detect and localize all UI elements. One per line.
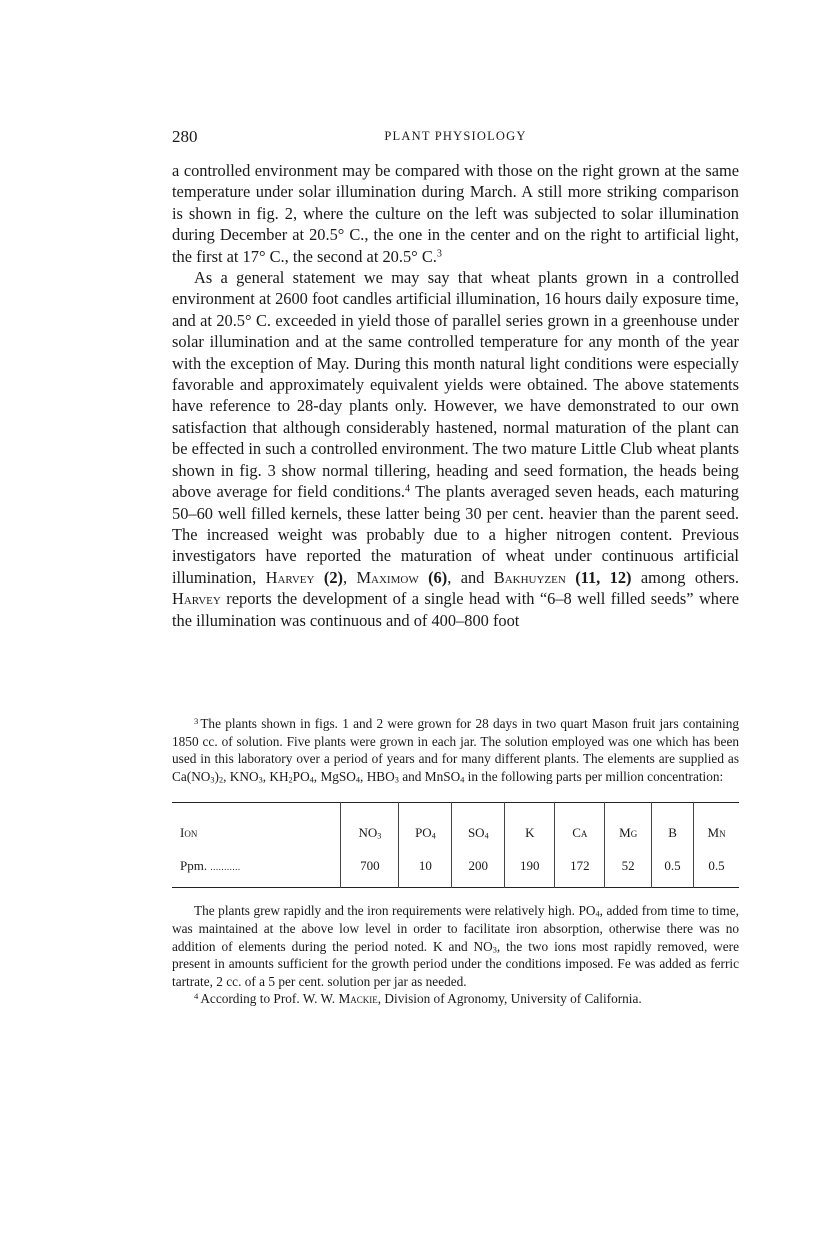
table-cell-so4: 200	[452, 855, 505, 888]
page-number: 280	[172, 127, 198, 146]
footnote-3-after-a: The plants grew rapidly and the iron requirements were relatively high. PO	[194, 903, 596, 919]
table-header-row	[172, 803, 739, 856]
subscript: 3	[492, 945, 497, 955]
subscript: 4	[431, 831, 436, 841]
table-header-k	[505, 803, 555, 856]
citation-6: (6)	[428, 567, 448, 587]
footnote-ref-4: 4	[405, 483, 411, 495]
author-harvey-2: Harvey	[172, 589, 221, 609]
paragraph-2: As a general statement we may say that wheat plants grown in a controlled environment at 2600 foot candles artificial illumination, 16 hours daily exposure time, and at 20.5° C. exceeded in yield those of parallel series grown in a greenhouse under solar illumination and at the same controlled temperature for any month of the year with the exception of May. During this month natural light conditions were especially favorable and approximately equivalent yields were obtained. The above statements have reference to 28-day plants only. However, we have demonstrated to our own satisfaction that although considerably hastened, normal maturation of the plant can be effected in such a controlled environment. The two mature Little Club wheat plants shown in fig. 3 show normal tillering, heading and seed formation, the heads being above average for field conditions.$^4$ The plants averaged seven heads, each maturing 50–60 well filled kernels, these latter being 30 per cent. heavier than the parent seed. The increased weight was probably due to a higher nitrogen content. Previous investigators have reported the maturation of wheat under continuous artificial illumination, Harvey (2), Maximow (6), and Bakhuyzen (11, 12) among others. Harvey reports the development of a single head with “6–8 well filled seeds” where the illumination was continuous and of 400–800 foot	[172, 268, 740, 630]
ion-label: Mg	[619, 824, 638, 840]
table-cell-po4: 10	[399, 855, 452, 888]
footnote-3-after-c: , the two ions most rapidly removed, were present in amounts sufficient for the growth period under the conditions imposed. Fe was added as ferric tartrate, 2 cc. of a 5 per cent. solution per jar as needed.	[172, 938, 739, 989]
footnote-3-hbo3: , HBO	[360, 768, 395, 784]
ion-label: K	[525, 824, 535, 840]
paragraph-2-text-b: The plants averaged seven heads, each maturing 50–60 well filled kernels, these latter being 30 per cent. heavier than the parent seed. The increased weight was probably due to a higher nitrogen content. Previous investigators have reported the maturation of wheat under continuous artificial illumination,	[172, 482, 739, 587]
paragraph-1-text: a controlled environment may be compared with those on the right grown at the same temperature under solar illumination during March. A still more striking comparison is shown in fig. 2, where the culture on the left was subjected to solar illumination during December at 20.5° C., the one in the center and on the right to artificial light, the first at 17° C., the second at 20.5° C.	[172, 161, 739, 266]
footnote-3-po: PO	[292, 768, 310, 784]
subscript: 4	[309, 775, 314, 785]
subscript: 3	[377, 831, 382, 841]
footnote-4-text-b: , Division of Agronomy, University of California.	[377, 991, 642, 1007]
footnote-4-text-a: According to Prof. W. W.	[200, 991, 336, 1007]
page-header	[172, 127, 739, 147]
body-text	[172, 160, 739, 631]
table-cell-b: 0.5	[651, 855, 693, 888]
table-header-so4	[452, 803, 505, 856]
footnote-4-mark: 4	[194, 991, 199, 1002]
footnote-4	[172, 990, 739, 1008]
footnote-3-kno3: , KNO	[223, 768, 259, 784]
ion-label: SO	[467, 824, 485, 840]
subscript: 3	[394, 775, 399, 785]
table-row-ppm	[172, 855, 739, 888]
table-header-ion: Ion	[180, 824, 198, 840]
ion-label: Ca	[572, 824, 588, 840]
table-header-no3	[341, 803, 399, 856]
ppm-label: Ppm.	[180, 858, 208, 874]
ion-label: B	[668, 824, 677, 840]
ion-label: Mn	[707, 824, 726, 840]
footnote-3-after-b: , added from time to time, was maintained at the above low level in order to facilitate iron absorption, otherwise there was no addition of elements during the period noted. K and NO	[172, 903, 739, 954]
footnotes	[172, 715, 739, 1008]
subscript: 2	[288, 775, 293, 785]
table-cell-mg: 52	[605, 855, 652, 888]
footnote-3-mark: 3	[194, 716, 199, 727]
citation-11-12: (11, 12)	[575, 567, 632, 587]
subscript: 4	[595, 910, 600, 920]
ion-label: PO	[415, 824, 432, 840]
footnote-3-text-a: The plants shown in figs. 1 and 2 were grown for 28 days in two quart Mason fruit jars containing 1850 cc. of solution. Five plants were grown in each jar. The solution employed was one which has been used in this laboratory over a period of years and for many different plants. The elements are supplied as Ca(NO	[172, 716, 739, 784]
footnote-3-text-b: in the following parts per million concentration:	[464, 768, 724, 784]
table-row-label-ppm	[172, 855, 341, 888]
table-header-po4	[399, 803, 452, 856]
table-header-mn	[694, 803, 739, 856]
table-cell-mn: 0.5	[694, 855, 739, 888]
conjunction: and	[460, 567, 485, 587]
author-harvey: Harvey	[265, 567, 315, 587]
footnote-3-continued	[172, 902, 739, 990]
author-bakhuyzen: Bakhuyzen	[493, 567, 566, 587]
table-header-mg	[605, 803, 652, 856]
subscript: 2	[218, 775, 224, 785]
paragraph-1	[172, 160, 739, 267]
footnote-3-kh2po4: , KH	[262, 768, 289, 784]
footnote-4-name: Mackie	[338, 991, 378, 1007]
table-header-b	[651, 803, 693, 856]
table-cell-no3: 700	[341, 855, 399, 888]
footnote-3-paren: )	[214, 768, 219, 784]
author-maximow: Maximow	[356, 567, 419, 587]
footnote-3-mgso4: , MgSO	[313, 768, 356, 784]
ion-concentration-table	[172, 802, 739, 888]
paragraph-2-text-a: As a general statement we may say that wheat plants grown in a controlled environment at 2600 foot candles artificial illumination, 16 hours daily exposure time, and at 20.5° C. exceeded in yield those of parallel series grown in a greenhouse under solar illumination and at the same controlled temperature for any month of the year with the exception of May. During this month natural light conditions were especially favorable and approximately equivalent yields were obtained. The above statements have reference to 28-day plants only. However, we have demonstrated to our own satisfaction that although considerably hastened, normal maturation of the plant can be effected in such a controlled environment. The two mature Little Club wheat plants shown in fig. 3 show normal tillering, heading and seed formation, the heads being above average for field conditions.	[172, 268, 739, 502]
subscript: 3	[210, 775, 215, 785]
paragraph-2-text-d: reports the development of a single head with “6–8 well filled seeds” where the illumination was continuous and of 400–800 foot	[172, 589, 739, 630]
footnote-3	[172, 715, 739, 785]
paragraph-2-text-c: among others.	[640, 567, 740, 587]
footnote-ref-3: 3	[436, 248, 442, 260]
table-header-ca	[555, 803, 605, 856]
citation-2: (2)	[323, 567, 343, 587]
ion-label: NO	[358, 824, 378, 840]
subscript: 3	[258, 775, 263, 785]
subscript: 4	[460, 775, 465, 785]
table-cell-ca: 172	[555, 855, 605, 888]
footnote-3-mnso4: and MnSO	[398, 768, 461, 784]
dot-leader: ...........	[210, 862, 241, 873]
running-head: PLANT PHYSIOLOGY	[384, 129, 527, 143]
table-cell-k: 190	[505, 855, 555, 888]
subscript: 4	[484, 831, 489, 841]
subscript: 4	[355, 775, 361, 785]
